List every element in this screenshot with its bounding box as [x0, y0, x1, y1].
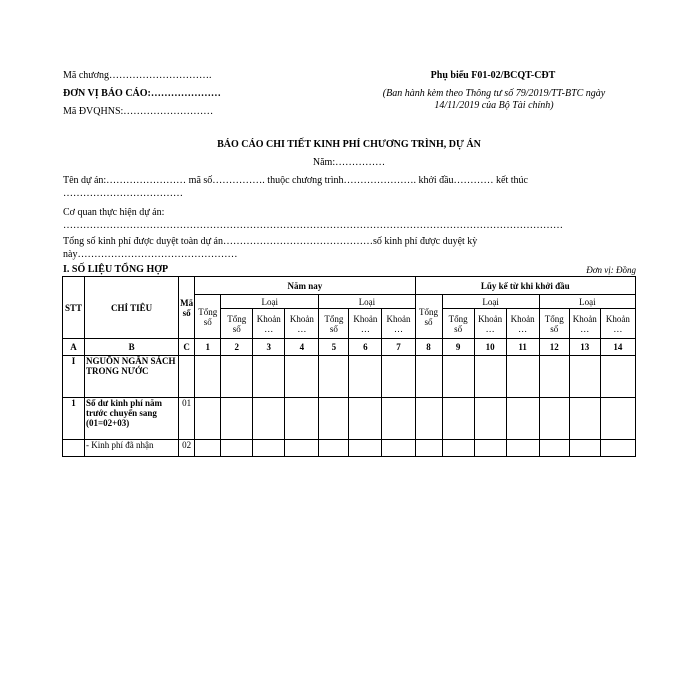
tong-so-kinh-phi-cont: này…………………………………………: [63, 249, 238, 260]
header-khoan: Khoản …: [569, 309, 600, 339]
header-loai: Loại: [221, 295, 319, 309]
header-tong-so: Tổng số: [415, 295, 442, 339]
phu-bieu: Phụ biểu F01-02/BCQT-CĐT: [430, 70, 556, 81]
table-row: [63, 398, 636, 440]
row-ma-so: 02: [179, 440, 195, 457]
report-title: BÁO CÁO CHI TIẾT KINH PHÍ CHƯƠNG TRÌNH, DỰ ÁN: [217, 139, 481, 150]
header-nam-nay: Năm nay: [195, 277, 415, 295]
index-cell: 10: [474, 339, 506, 356]
index-cell: 11: [506, 339, 539, 356]
header-tong-so: Tổng số: [195, 295, 221, 339]
row-chi-tieu: Số dư kinh phí năm trước chuyển sang (01=02+03): [85, 398, 179, 440]
ten-du-an-cont: ………………………………: [63, 188, 183, 199]
index-cell: 5: [319, 339, 349, 356]
index-cell: C: [179, 339, 195, 356]
header-khoan: Khoản …: [253, 309, 285, 339]
ten-du-an-line: Tên dự án:…………………… mã số……………. thuộc chương trình…………………. khởi đầu………… kết thúc: [63, 175, 528, 186]
index-cell: 2: [221, 339, 253, 356]
index-cell: B: [85, 339, 179, 356]
ban-hanh-line1: (Ban hành kèm theo Thông tư số 79/2019/TT-BTC ngày: [382, 88, 606, 99]
co-quan-dots: ……………………………………………………………………………………………………………………………………: [63, 220, 563, 231]
tong-so-kinh-phi-line: Tổng số kinh phí được duyệt toàn dự án………………………………………số kinh phí được duyệt kỳ: [63, 236, 478, 247]
header-khoan: Khoản …: [382, 309, 415, 339]
header-tong-so: Tổng số: [539, 309, 569, 339]
index-cell: 4: [285, 339, 319, 356]
header-khoan: Khoản …: [474, 309, 506, 339]
row-stt: 1: [63, 398, 85, 440]
header-khoan: Khoản …: [285, 309, 319, 339]
index-cell: 8: [415, 339, 442, 356]
co-quan-label: Cơ quan thực hiện dự án:: [63, 207, 165, 218]
unit-label: Đơn vị: Đồng: [586, 265, 636, 275]
index-cell: 12: [539, 339, 569, 356]
table-row: [63, 440, 636, 457]
header-luy-ke: Lũy kế từ khi khởi đầu: [415, 277, 635, 295]
don-vi-bao-cao: ĐƠN VỊ BÁO CÁO:…………………: [63, 88, 221, 99]
report-year: Năm:……………: [312, 157, 386, 168]
ma-chuong: Mã chương………………………….: [63, 70, 212, 81]
index-row: [63, 339, 636, 356]
header-khoan: Khoản …: [600, 309, 635, 339]
summary-table: [62, 276, 636, 457]
index-cell: 1: [195, 339, 221, 356]
ban-hanh-line2: 14/11/2019 của Bộ Tài chính): [434, 100, 554, 111]
header-loai: Loại: [442, 295, 539, 309]
header-khoan: Khoản …: [506, 309, 539, 339]
section-title: I. SỐ LIỆU TỔNG HỢP: [63, 264, 169, 275]
row-stt: I: [63, 356, 85, 398]
header-tong-so: Tổng số: [221, 309, 253, 339]
row-chi-tieu: NGUỒN NGÂN SÁCH TRONG NƯỚC: [85, 356, 179, 398]
header-khoan: Khoản …: [349, 309, 382, 339]
table-row: [63, 356, 636, 398]
ma-dvqhns: Mã ĐVQHNS:………………………: [63, 106, 214, 117]
index-cell: A: [63, 339, 85, 356]
index-cell: 9: [442, 339, 474, 356]
header-tong-so: Tổng số: [319, 309, 349, 339]
header-stt: STT: [63, 277, 85, 339]
row-ma-so: [179, 356, 195, 398]
row-chi-tieu: - Kinh phí đã nhận: [85, 440, 179, 457]
header-loai: Loại: [539, 295, 635, 309]
header-loai: Loại: [319, 295, 415, 309]
index-cell: 14: [600, 339, 635, 356]
header-tong-so: Tổng số: [442, 309, 474, 339]
row-stt: [63, 440, 85, 457]
header-chi-tieu: CHỈ TIÊU: [85, 277, 179, 339]
index-cell: 6: [349, 339, 382, 356]
index-cell: 3: [253, 339, 285, 356]
index-cell: 13: [569, 339, 600, 356]
index-cell: 7: [382, 339, 415, 356]
row-ma-so: 01: [179, 398, 195, 440]
header-ma-so: Mã số: [179, 277, 195, 339]
